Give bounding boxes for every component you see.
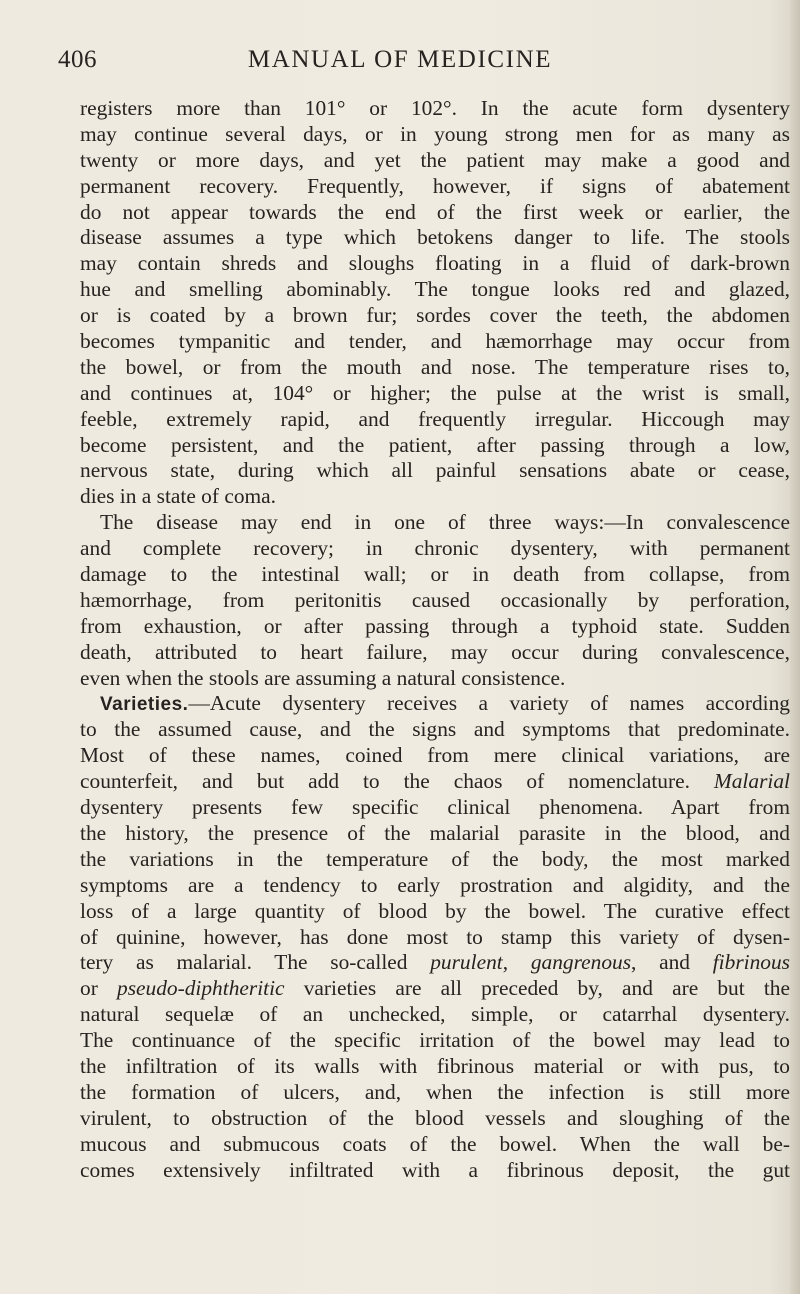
- text-line: may continue several days, or in young strong men for as many as: [80, 121, 790, 146]
- italic-term: purulent: [430, 950, 503, 975]
- text-run: ,: [502, 950, 509, 975]
- italic-term: fibrinous: [712, 950, 790, 975]
- text-run: or: [80, 976, 98, 1001]
- text-line: the history, the presence of the malarial parasite in the blood, and: [80, 820, 790, 845]
- text-line: of quinine, however, has done most to stamp this variety of dysen-: [80, 924, 790, 949]
- text-line: feeble, extremely rapid, and frequently irregular. Hiccough may: [80, 406, 790, 431]
- text-line: Most of these names, coined from mere clinical variations, are: [80, 743, 790, 768]
- text-run: varieties are all preceded by, and are but the: [303, 976, 790, 1001]
- text-line: twenty or more days, and yet the patient may make a good and: [80, 147, 790, 172]
- text-line: the bowel, or from the mouth and nose. The temperature rises to,: [80, 354, 790, 379]
- text-line: hæmorrhage, from peritonitis caused occasionally by perforation,: [80, 587, 790, 612]
- page-number: 406: [58, 46, 97, 73]
- text-line: to the assumed cause, and the signs and symptoms that predominate.: [80, 717, 790, 742]
- text-line: nervous state, during which all painful sensations abate or cease,: [80, 458, 790, 483]
- text-line: becomes tympanitic and tender, and hæmorrhage may occur from: [80, 329, 790, 354]
- text-line: registers more than 101° or 102°. In the acute form dysentery: [80, 96, 790, 120]
- text-line: from exhaustion, or after passing through a typhoid state. Sudden: [80, 613, 790, 638]
- text-run: —Acute dysentery receives a variety of names according: [188, 691, 790, 716]
- text-line: [80, 691, 790, 717]
- text-line: dies in a state of coma.: [80, 484, 277, 509]
- text-line: mucous and submucous coats of the bowel. When the wall be-: [80, 1131, 790, 1156]
- text-line: the variations in the temperature of the body, the most marked: [80, 846, 790, 871]
- text-line: natural sequelæ of an unchecked, simple, or catarrhal dysentery.: [80, 1002, 790, 1027]
- text-line: and continues at, 104° or higher; the pulse at the wrist is small,: [80, 380, 790, 405]
- text-run: counterfeit, and but add to the chaos of nomenclature.: [80, 769, 690, 794]
- text-line: symptoms are a tendency to early prostration and algidity, and the: [80, 872, 790, 897]
- text-run: tery as malarial. The so-called: [80, 950, 408, 975]
- text-line: [80, 976, 790, 1002]
- text-line: the infiltration of its walls with fibrinous material or with pus, to: [80, 1053, 790, 1078]
- page-header: [0, 46, 800, 86]
- text-line: even when the stools are assuming a natural consistence.: [80, 665, 566, 690]
- text-line: disease assumes a type which betokens danger to life. The stools: [80, 225, 790, 250]
- text-line: The continuance of the specific irritation of the bowel may lead to: [80, 1028, 790, 1053]
- body-text: [80, 96, 790, 1183]
- text-line: do not appear towards the end of the first week or earlier, the: [80, 199, 790, 224]
- running-head: MANUAL OF MEDICINE: [247, 46, 553, 73]
- text-line: become persistent, and the patient, after passing through a low,: [80, 432, 790, 457]
- text-line: loss of a large quantity of blood by the bowel. The curative effect: [80, 898, 790, 923]
- text-line: or is coated by a brown fur; sordes cover the teeth, the abdomen: [80, 303, 790, 328]
- italic-term: Malarial: [713, 769, 790, 794]
- text-line: may contain shreds and sloughs floating in a fluid of dark-brown: [80, 251, 790, 276]
- text-line: virulent, to obstruction of the blood vessels and sloughing of the: [80, 1105, 790, 1130]
- text-line: comes extensively infiltrated with a fibrinous deposit, the gut: [80, 1157, 790, 1182]
- text-line: hue and smelling abominably. The tongue looks red and glazed,: [80, 277, 790, 302]
- page-edge: [790, 0, 800, 1294]
- text-line: [80, 950, 790, 976]
- text-line: The disease may end in one of three ways:—In convalescence: [100, 510, 790, 535]
- text-line: permanent recovery. Frequently, however, if signs of abatement: [80, 173, 790, 198]
- text-line: the formation of ulcers, and, when the infection is still more: [80, 1079, 790, 1104]
- text-line: [80, 769, 790, 795]
- text-line: death, attributed to heart failure, may occur during convalescence,: [80, 639, 790, 664]
- text-line: damage to the intestinal wall; or in death from collapse, from: [80, 562, 790, 587]
- text-line: and complete recovery; in chronic dysentery, with permanent: [80, 536, 790, 561]
- italic-term: pseudo-diphtheritic: [117, 976, 285, 1001]
- italic-term: gangrenous: [530, 950, 632, 975]
- text-line: dysentery presents few specific clinical phenomena. Apart from: [80, 795, 790, 820]
- section-heading: Varieties.: [100, 694, 189, 716]
- text-run: , and: [631, 950, 690, 975]
